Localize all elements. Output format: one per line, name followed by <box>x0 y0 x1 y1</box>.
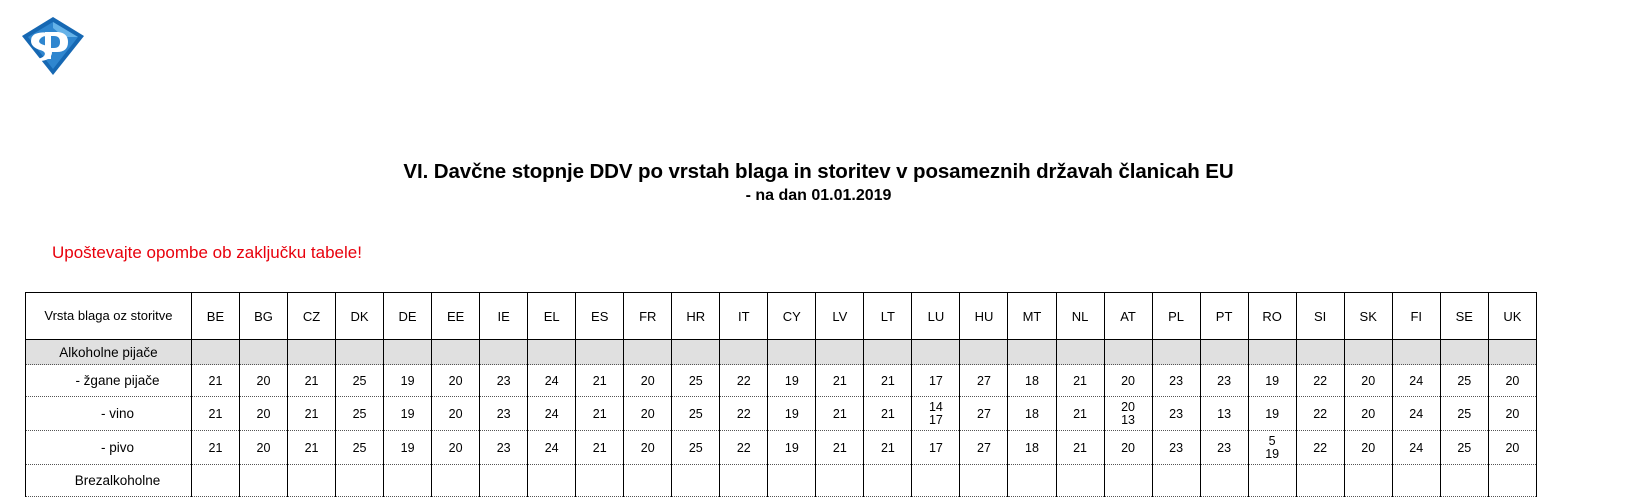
vat-rates-table <box>25 292 1537 497</box>
cell-hr <box>672 465 720 497</box>
header-cell-country-ie: IE <box>480 293 528 340</box>
header-cell-country-fr: FR <box>624 293 672 340</box>
cell-at: 20 <box>1104 431 1152 465</box>
cell-fr: 20 <box>624 431 672 465</box>
cell-es: 21 <box>576 397 624 431</box>
cell-ee: 20 <box>432 431 480 465</box>
cell-ie: 23 <box>480 431 528 465</box>
cell-uk: 20 <box>1488 365 1536 397</box>
cell-ee <box>432 465 480 497</box>
cell-el: 24 <box>528 431 576 465</box>
cell-sk: 20 <box>1344 365 1392 397</box>
cell-fr <box>624 340 672 365</box>
row-label: Brezalkoholne <box>26 465 192 497</box>
vat-rates-table-wrapper <box>25 292 1537 497</box>
cell-hr: 25 <box>672 431 720 465</box>
cell-hu <box>960 465 1008 497</box>
row-label: - žgane pijače <box>26 365 192 397</box>
cell-lu <box>912 340 960 365</box>
cell-sk: 20 <box>1344 431 1392 465</box>
cell-se: 25 <box>1440 431 1488 465</box>
cell-be <box>191 465 239 497</box>
cell-el: 24 <box>528 365 576 397</box>
header-cell-country-ee: EE <box>432 293 480 340</box>
cell-ro: 19 <box>1248 365 1296 397</box>
cell-ie <box>480 340 528 365</box>
cell-si <box>1296 465 1344 497</box>
cell-be: 21 <box>191 431 239 465</box>
header-cell-country-uk: UK <box>1488 293 1536 340</box>
cell-lu <box>912 465 960 497</box>
cell-de: 19 <box>384 397 432 431</box>
cell-it: 22 <box>720 431 768 465</box>
cell-se <box>1440 340 1488 365</box>
cell-be <box>191 340 239 365</box>
cell-pt <box>1200 465 1248 497</box>
cell-si <box>1296 340 1344 365</box>
cell-nl <box>1056 340 1104 365</box>
cell-el <box>528 465 576 497</box>
cell-lv <box>816 340 864 365</box>
cell-fr: 20 <box>624 365 672 397</box>
header-cell-row-label: Vrsta blaga oz storitve <box>26 293 192 340</box>
header-cell-country-hr: HR <box>672 293 720 340</box>
cell-sk <box>1344 340 1392 365</box>
header-cell-country-mt: MT <box>1008 293 1056 340</box>
cell-dk <box>336 340 384 365</box>
cell-es <box>576 340 624 365</box>
cell-fi <box>1392 465 1440 497</box>
cell-be: 21 <box>191 365 239 397</box>
cell-si: 22 <box>1296 397 1344 431</box>
cell-lt: 21 <box>864 431 912 465</box>
row-label: - vino <box>26 397 192 431</box>
header-cell-country-hu: HU <box>960 293 1008 340</box>
cell-fr <box>624 465 672 497</box>
table-row <box>26 397 1537 431</box>
header-cell-country-de: DE <box>384 293 432 340</box>
cell-nl: 21 <box>1056 431 1104 465</box>
cell-ee: 20 <box>432 397 480 431</box>
cell-ro <box>1248 340 1296 365</box>
row-label: - pivo <box>26 431 192 465</box>
cell-cz <box>288 465 336 497</box>
cell-pl <box>1152 465 1200 497</box>
cell-uk: 20 <box>1488 431 1536 465</box>
cell-sk: 20 <box>1344 397 1392 431</box>
table-row <box>26 365 1537 397</box>
cell-si: 22 <box>1296 365 1344 397</box>
cell-es: 21 <box>576 431 624 465</box>
cell-ro: 19 <box>1248 397 1296 431</box>
cell-be: 21 <box>191 397 239 431</box>
cell-lt <box>864 340 912 365</box>
cell-se: 25 <box>1440 397 1488 431</box>
header-cell-country-pl: PL <box>1152 293 1200 340</box>
cell-mt: 18 <box>1008 397 1056 431</box>
row-label: Alkoholne pijače <box>26 340 192 365</box>
cell-pt: 23 <box>1200 431 1248 465</box>
page-title: VI. Davčne stopnje DDV po vrstah blaga in storitev v posameznih državah članicah EU <box>403 160 1234 183</box>
cell-it <box>720 465 768 497</box>
cell-lv: 21 <box>816 365 864 397</box>
cell-hu: 27 <box>960 365 1008 397</box>
header-cell-country-sk: SK <box>1344 293 1392 340</box>
cell-cz <box>288 340 336 365</box>
cell-nl <box>1056 465 1104 497</box>
cell-it <box>720 340 768 365</box>
cell-mt: 18 <box>1008 431 1056 465</box>
cell-uk <box>1488 340 1536 365</box>
cell-pl <box>1152 340 1200 365</box>
table-row <box>26 431 1537 465</box>
company-diamond-logo <box>18 14 88 78</box>
cell-se <box>1440 465 1488 497</box>
cell-ie: 23 <box>480 397 528 431</box>
cell-lv: 21 <box>816 397 864 431</box>
cell-fi: 24 <box>1392 431 1440 465</box>
cell-bg <box>239 465 287 497</box>
cell-cz: 21 <box>288 431 336 465</box>
cell-at: 20 13 <box>1104 397 1152 431</box>
header-cell-country-lu: LU <box>912 293 960 340</box>
header-cell-country-pt: PT <box>1200 293 1248 340</box>
cell-pl: 23 <box>1152 397 1200 431</box>
cell-fr: 20 <box>624 397 672 431</box>
header-cell-country-lt: LT <box>864 293 912 340</box>
header-cell-country-fi: FI <box>1392 293 1440 340</box>
cell-ee <box>432 340 480 365</box>
header-cell-country-lv: LV <box>816 293 864 340</box>
cell-lu: 17 <box>912 431 960 465</box>
cell-cy <box>768 465 816 497</box>
header-cell-country-dk: DK <box>336 293 384 340</box>
cell-hu <box>960 340 1008 365</box>
cell-hr: 25 <box>672 397 720 431</box>
cell-cy: 19 <box>768 397 816 431</box>
cell-cy: 19 <box>768 431 816 465</box>
cell-pt: 13 <box>1200 397 1248 431</box>
cell-sk <box>1344 465 1392 497</box>
cell-uk <box>1488 465 1536 497</box>
cell-lu: 14 17 <box>912 397 960 431</box>
page-subtitle: - na dan 01.01.2019 <box>745 187 892 204</box>
cell-cy: 19 <box>768 365 816 397</box>
cell-bg <box>239 340 287 365</box>
cell-pt <box>1200 340 1248 365</box>
header-cell-country-es: ES <box>576 293 624 340</box>
cell-ie <box>480 465 528 497</box>
header-cell-country-cy: CY <box>768 293 816 340</box>
cell-de <box>384 465 432 497</box>
cell-bg: 20 <box>239 397 287 431</box>
header-cell-country-nl: NL <box>1056 293 1104 340</box>
cell-fi: 24 <box>1392 365 1440 397</box>
header-cell-country-si: SI <box>1296 293 1344 340</box>
cell-ro: 5 19 <box>1248 431 1296 465</box>
cell-lv <box>816 465 864 497</box>
cell-it: 22 <box>720 397 768 431</box>
cell-at <box>1104 340 1152 365</box>
cell-hr: 25 <box>672 365 720 397</box>
cell-el: 24 <box>528 397 576 431</box>
cell-at <box>1104 465 1152 497</box>
header-cell-country-at: AT <box>1104 293 1152 340</box>
cell-el <box>528 340 576 365</box>
cell-ie: 23 <box>480 365 528 397</box>
cell-hr <box>672 340 720 365</box>
cell-de: 19 <box>384 431 432 465</box>
header-cell-country-be: BE <box>191 293 239 340</box>
cell-pt: 23 <box>1200 365 1248 397</box>
header-cell-country-ro: RO <box>1248 293 1296 340</box>
cell-lu: 17 <box>912 365 960 397</box>
header-cell-country-cz: CZ <box>288 293 336 340</box>
cell-cz: 21 <box>288 397 336 431</box>
table-section-row <box>26 340 1537 365</box>
cell-lt: 21 <box>864 397 912 431</box>
cell-at: 20 <box>1104 365 1152 397</box>
cell-ee: 20 <box>432 365 480 397</box>
header-cell-country-bg: BG <box>239 293 287 340</box>
cell-nl: 21 <box>1056 397 1104 431</box>
cell-it: 22 <box>720 365 768 397</box>
cell-es: 21 <box>576 365 624 397</box>
cell-dk <box>336 465 384 497</box>
cell-lt <box>864 465 912 497</box>
notice-text: Upoštevajte opombe ob zaključku tabele! <box>52 243 362 262</box>
cell-se: 25 <box>1440 365 1488 397</box>
header-cell-country-se: SE <box>1440 293 1488 340</box>
cell-pl: 23 <box>1152 431 1200 465</box>
cell-bg: 20 <box>239 431 287 465</box>
cell-dk: 25 <box>336 397 384 431</box>
cell-ro <box>1248 465 1296 497</box>
cell-es <box>576 465 624 497</box>
cell-fi: 24 <box>1392 397 1440 431</box>
header-cell-country-el: EL <box>528 293 576 340</box>
cell-dk: 25 <box>336 431 384 465</box>
cell-pl: 23 <box>1152 365 1200 397</box>
cell-hu: 27 <box>960 431 1008 465</box>
header-cell-country-it: IT <box>720 293 768 340</box>
cell-lt: 21 <box>864 365 912 397</box>
cell-mt <box>1008 465 1056 497</box>
cell-cy <box>768 340 816 365</box>
cell-hu: 27 <box>960 397 1008 431</box>
cell-de <box>384 340 432 365</box>
cell-si: 22 <box>1296 431 1344 465</box>
cell-dk: 25 <box>336 365 384 397</box>
title-block <box>0 160 1637 205</box>
table-row <box>26 465 1537 497</box>
cell-lv: 21 <box>816 431 864 465</box>
cell-bg: 20 <box>239 365 287 397</box>
cell-uk: 20 <box>1488 397 1536 431</box>
cell-mt <box>1008 340 1056 365</box>
cell-fi <box>1392 340 1440 365</box>
cell-mt: 18 <box>1008 365 1056 397</box>
cell-de: 19 <box>384 365 432 397</box>
cell-nl: 21 <box>1056 365 1104 397</box>
table-header-row <box>26 293 1537 340</box>
cell-cz: 21 <box>288 365 336 397</box>
